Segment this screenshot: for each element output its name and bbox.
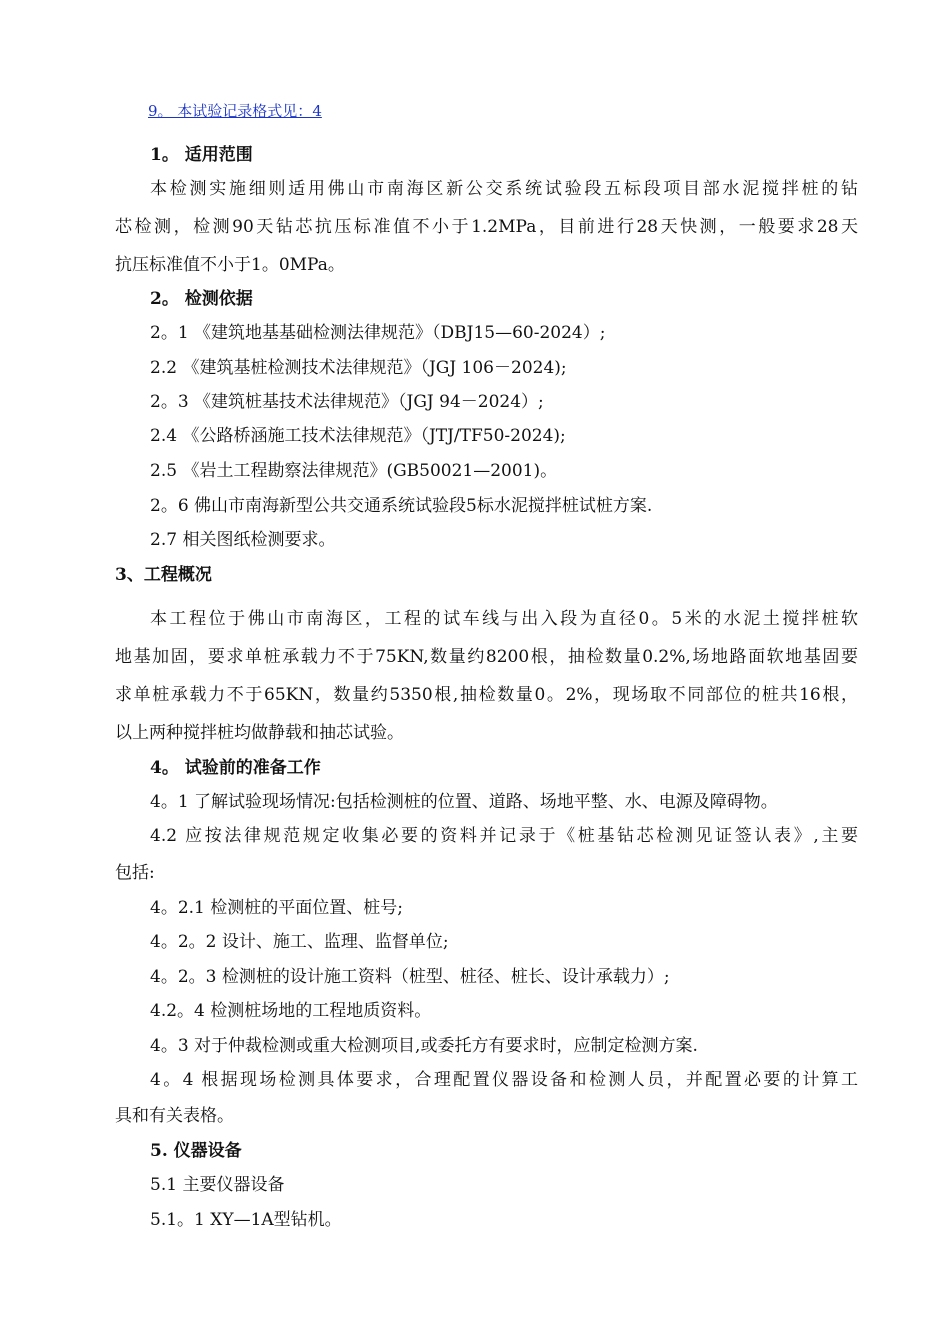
section-1-line-3: 抗压标准值不小于1。0MPa。: [115, 255, 345, 275]
equipment-item: 5.1。1 XY—1A型钻机。: [150, 1210, 342, 1230]
prep-item: 4。1 了解试验现场情况:包括检测桩的位置、道路、场地平整、水、电源及障碍物。: [150, 792, 778, 812]
prep-item: 4。2.1 检测桩的平面位置、桩号;: [150, 898, 403, 918]
prep-item: 4。3 对于仲裁检测或重大检测项目,或委托方有要求时，应制定检测方案.: [150, 1036, 698, 1056]
reference-item: 2.5 《岩土工程勘察法律规范》(GB50021—2001)。: [150, 461, 558, 481]
reference-item: 2.7 相关图纸检测要求。: [150, 530, 336, 550]
equipment-item: 5.1 主要仪器设备: [150, 1175, 285, 1195]
section-3-line-4: 以上两种搅拌桩均做静载和抽芯试验。: [115, 723, 404, 743]
prep-item: 4.2 应按法律规范规定收集必要的资料并记录于《桩基钻芯检测见证签认表》,主要: [150, 826, 858, 846]
reference-item: 2.4 《公路桥涵施工技术法律规范》（JTJ/TF50-2024);: [150, 426, 566, 446]
section-3-line-1: 本工程位于佛山市南海区，工程的试车线与出入段为直径0。5米的水泥土搅拌桩软: [150, 609, 858, 629]
prep-item: 4。2。2 设计、施工、监理、监督单位;: [150, 932, 449, 952]
prep-item: 4。2。3 检测桩的设计施工资料（桩型、桩径、桩长、设计承载力）;: [150, 967, 670, 987]
section-1-line-2: 芯检测，检测90天钻芯抗压标准值不小于1.2MPa，目前进行28天快测，一般要求28天: [115, 217, 858, 237]
section-5-heading: 5. 仪器设备: [150, 1141, 242, 1161]
reference-item: 2。3 《建筑桩基技术法律规范》（JGJ 94－2024）;: [150, 392, 544, 412]
reference-item: 2。1 《建筑地基基础检测法律规范》（DBJ15—60-2024）;: [150, 323, 606, 343]
prep-item: 4.2。4 检测桩场地的工程地质资料。: [150, 1001, 432, 1021]
prep-item-continued: 包括:: [115, 863, 155, 883]
toc-link[interactable]: 9。 本试验记录格式见：4: [148, 102, 322, 120]
section-4-heading: 4。 试验前的准备工作: [150, 758, 321, 778]
prep-item-continued: 具和有关表格。: [115, 1106, 234, 1126]
section-2-heading: 2。 检测依据: [150, 289, 253, 309]
reference-item: 2。6 佛山市南海新型公共交通系统试验段5标水泥搅拌桩试桩方案.: [150, 496, 653, 516]
section-3-line-2: 地基加固，要求单桩承载力不于75KN,数量约8200根，抽检数量0.2%,场地路面软地基固要: [115, 647, 858, 667]
section-3-heading: 3、工程概况: [115, 565, 212, 585]
section-1-line-1: 本检测实施细则适用佛山市南海区新公交系统试验段五标段项目部水泥搅拌桩的钻: [150, 179, 858, 199]
prep-item: 4。4 根据现场检测具体要求，合理配置仪器设备和检测人员，并配置必要的计算工: [150, 1070, 858, 1090]
reference-item: 2.2 《建筑基桩检测技术法律规范》（JGJ 106－2024);: [150, 358, 567, 378]
section-3-line-3: 求单桩承载力不于65KN，数量约5350根,抽检数量0。2%，现场取不同部位的桩共16根，: [115, 685, 858, 705]
section-1-heading: 1。 适用范围: [150, 145, 253, 165]
